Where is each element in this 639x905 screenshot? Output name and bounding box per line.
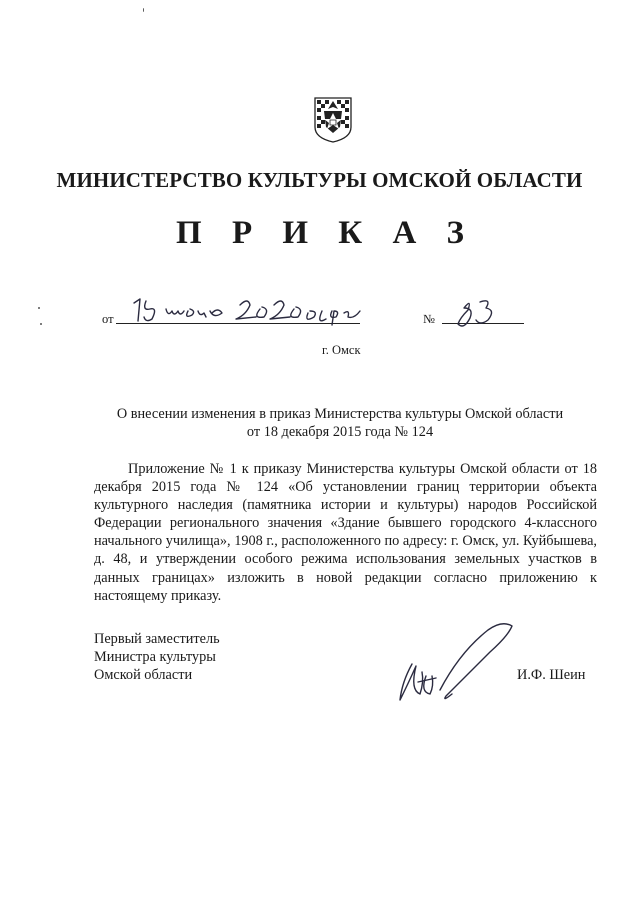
ministry-heading: МИНИСТЕРСТВО КУЛЬТУРЫ ОМСКОЙ ОБЛАСТИ xyxy=(56,168,583,192)
subject-line-1: О внесении изменения в приказ Министерства культуры Омской области xyxy=(116,406,564,422)
coat-of-arms-emblem xyxy=(314,97,352,143)
scan-speck xyxy=(40,323,42,325)
order-body-paragraph: Приложение № 1 к приказу Министерства культуры Омской области от 18 декабря 2015 года № 124 «Об установлении границ территории объекта культурного наследия (памятника истории и культуры) народов Российской Федерации регионального значения «Здание бывшего городского 4-классного начального училища», 1908 г., расположенного по адресу: г. Омск, ул. Куйбышева, д. 48, и утверждении особого режима использования земельных участков в данных границах» изложить в новой редакции согласно приложению к настоящему приказу. xyxy=(94,461,597,604)
signatory-position xyxy=(94,630,220,684)
number-prefix: № xyxy=(423,312,435,326)
handwritten-number xyxy=(450,296,510,328)
signatory-name: И.Ф. Шеин xyxy=(517,667,586,683)
subject-line-2: от 18 декабря 2015 года № 124 xyxy=(246,424,434,440)
handwritten-date xyxy=(118,289,362,329)
position-line-1: Первый заместитель xyxy=(94,631,220,647)
scan-speck xyxy=(143,8,144,12)
date-prefix: от xyxy=(102,312,114,326)
scan-speck xyxy=(38,307,40,309)
position-line-2: Министра культуры xyxy=(94,649,216,665)
handwritten-signature xyxy=(380,612,530,712)
order-subject xyxy=(100,405,580,441)
document-type-title: П Р И К А З xyxy=(176,215,475,251)
position-line-3: Омской области xyxy=(94,667,193,683)
city-label: г. Омск xyxy=(322,343,361,357)
